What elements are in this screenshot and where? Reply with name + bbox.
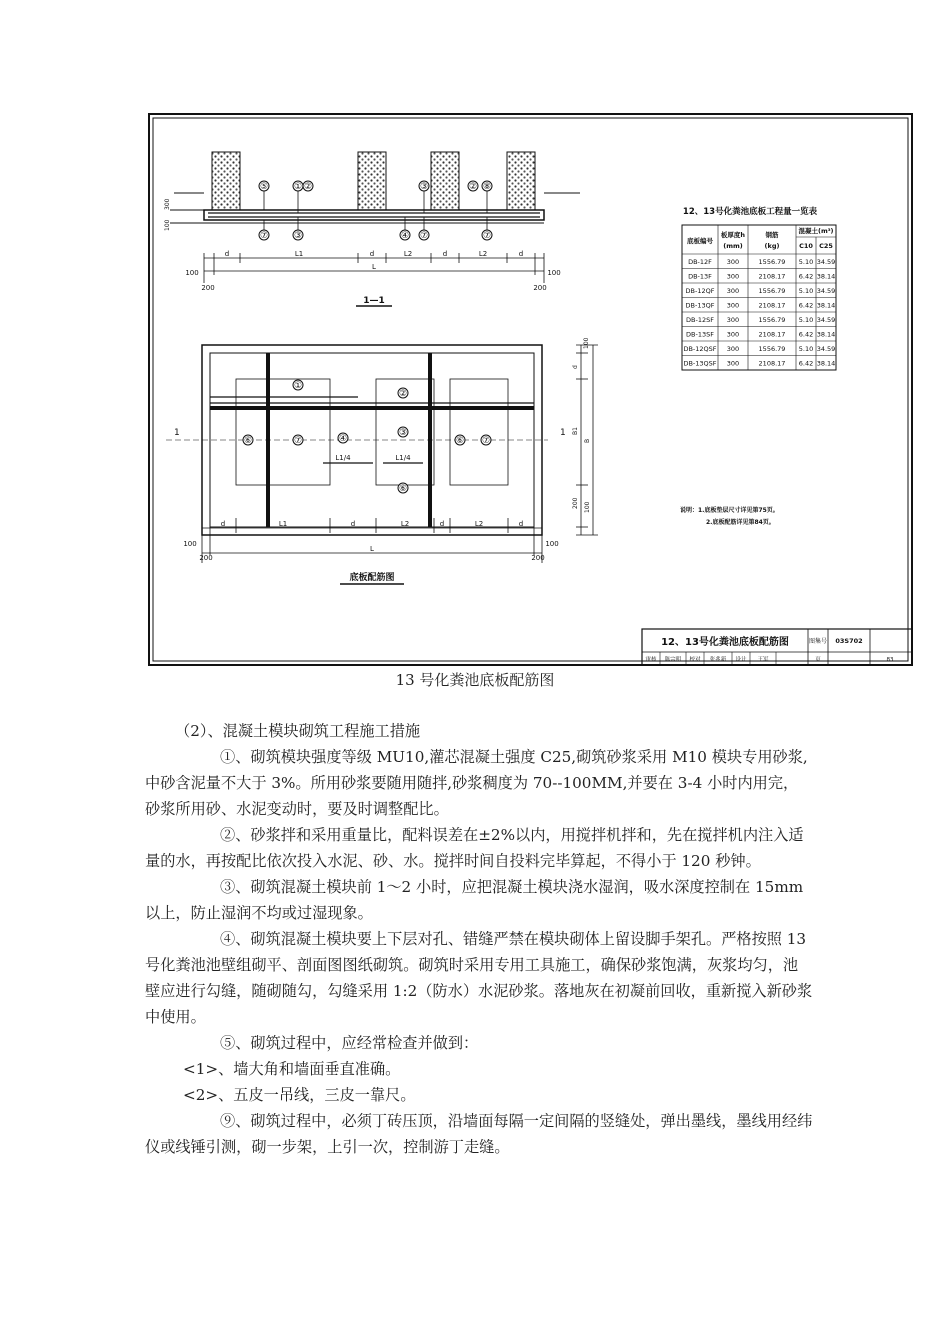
th-thick: 板厚度h bbox=[720, 231, 746, 239]
atlas-label: 图集号 bbox=[808, 638, 828, 645]
plan-dim-d1: d bbox=[220, 520, 226, 528]
plan-mark-6b: ⑥ bbox=[455, 436, 465, 446]
table-cell: 5.10 bbox=[798, 345, 814, 353]
dim-L1-quarter: L1/4 bbox=[335, 454, 351, 462]
dim-100-right: 100 bbox=[547, 269, 561, 277]
table-cell: DB-12QSF bbox=[683, 345, 717, 353]
th-code: 底板编号 bbox=[687, 237, 713, 245]
dim-d2: d bbox=[369, 250, 375, 258]
mark-2b: ② bbox=[468, 182, 478, 192]
table-title: 12、13号化粪池底板工程量一览表 bbox=[682, 207, 818, 217]
mark-1: ① bbox=[293, 182, 303, 192]
table-cell: 38.14 bbox=[816, 272, 836, 281]
table-cell: 5.10 bbox=[798, 258, 814, 266]
section-view bbox=[164, 152, 580, 306]
plan-dim-200-right: 200 bbox=[531, 554, 545, 562]
dim-200-right: 200 bbox=[533, 284, 547, 292]
base-slab bbox=[204, 210, 544, 220]
table-cell: DB-13QSF bbox=[683, 359, 717, 368]
table-cell: 2108.17 bbox=[758, 301, 786, 310]
plan-dim-d3: d bbox=[439, 520, 445, 528]
table-cell: 34.59 bbox=[816, 316, 836, 324]
dim-v-d: d bbox=[572, 365, 579, 369]
table-cell: DB-12SF bbox=[686, 316, 714, 324]
th-thick-unit: (mm) bbox=[723, 242, 743, 250]
plan-dim-L: L bbox=[370, 545, 374, 553]
table-cell: DB-12QF bbox=[685, 287, 715, 295]
plan-dim-100-left: 100 bbox=[183, 540, 197, 548]
th-c10: C10 bbox=[799, 242, 813, 250]
dim-L1-quarter-b: L1/4 bbox=[395, 454, 411, 462]
table-cell: 2108.17 bbox=[758, 359, 786, 368]
mark-2: ② bbox=[303, 182, 313, 192]
dim-L1: L1 bbox=[294, 250, 304, 258]
table-cell: 300 bbox=[726, 359, 740, 368]
plan-dim-d4: d bbox=[518, 520, 524, 528]
dim-L2b: L2 bbox=[478, 250, 488, 258]
table-cell: 2108.17 bbox=[758, 272, 786, 281]
paragraph-5: ⑤、砌筑过程中，应经常检查并做到： bbox=[220, 1034, 479, 1052]
tb-design-name: 王军 bbox=[757, 657, 769, 663]
plan-dim-100-right: 100 bbox=[545, 540, 559, 548]
dim-d1: d bbox=[224, 250, 230, 258]
mark-7c: ⑦ bbox=[482, 231, 492, 241]
table-cell: DB-13SF bbox=[686, 330, 714, 339]
sub-item-2: <2>、五皮一吊线，三皮一靠尺。 bbox=[183, 1086, 416, 1104]
dim-L: L bbox=[372, 263, 376, 271]
paragraph-3: ③、砌筑混凝土模块前 1～2 小时，应把混凝土模块浇水湿润，吸水深度控制在 15mm 以上，防止湿润不均或过湿现象。 bbox=[145, 878, 804, 922]
quantity-table bbox=[682, 206, 836, 370]
dim-L2: L2 bbox=[403, 250, 413, 258]
title-block bbox=[642, 629, 912, 665]
table-cell: 6.42 bbox=[798, 359, 814, 368]
paragraph-9: ⑨、砌筑过程中，必须丁砖压顶，沿墙面每隔一定间隔的竖缝处，弹出墨线，墨线用经纬仪或线锤引测，砌一步架，上引一次，控制游丁走缝。 bbox=[145, 1112, 813, 1156]
dim-v-200: 200 bbox=[572, 497, 579, 509]
plan-mark-3: ③ bbox=[398, 428, 408, 438]
plan-mark-4: ④ bbox=[338, 434, 348, 444]
cut-mark-right: 1 bbox=[560, 428, 566, 438]
sub-item-1: <1>、墙大角和墙面垂直准确。 bbox=[183, 1060, 401, 1078]
mark-8: ⑧ bbox=[482, 182, 492, 192]
table-cell: 34.59 bbox=[816, 287, 836, 295]
table-cell: 38.14 bbox=[816, 330, 836, 339]
table-cell: 300 bbox=[726, 316, 740, 324]
tb-check: 校对 bbox=[689, 657, 701, 663]
paragraph-4: ④、砌筑混凝土模块要上下层对孔、错缝严禁在模块砌体上留设脚手架孔。严格按照 13 号化粪池池壁组砌平、剖面图图纸砌筑。砌筑时采用专用工具施工，确保砂浆饱满，灰浆均匀，池壁应进行勾缝，随砌随勾，勾缝采用 1:2（防水）水泥砂浆。落地灰在初凝前回收，重新搅入新砂浆中使用。 bbox=[145, 930, 813, 1026]
table-cell: 6.42 bbox=[798, 301, 814, 310]
wall-right bbox=[507, 152, 535, 210]
table-cell: DB-12F bbox=[688, 258, 712, 266]
dim-d3: d bbox=[442, 250, 448, 258]
plan-dim-L2b: L2 bbox=[474, 520, 484, 528]
table-cell: 5.10 bbox=[798, 316, 814, 324]
section-heading: （2）、混凝土模块砌筑工程施工措施 bbox=[175, 722, 421, 740]
note-1: 说明：1.底板垫层尺寸详见第75页。 bbox=[680, 507, 779, 514]
table-cell: 6.42 bbox=[798, 330, 814, 339]
dim-d4: d bbox=[518, 250, 524, 258]
wall-left bbox=[212, 152, 240, 210]
wall-mid-right bbox=[431, 152, 459, 210]
paragraph-1: ①、砌筑模块强度等级 MU10,灌芯混凝土强度 C25,砌筑砂浆采用 M10 模块专用砂浆,中砂含泥量不大于 3%。所用砂浆要随用随拌,砂浆稠度为 70--100MM,并要在 3-4 小时内用完，砂浆所用砂、水泥变动时，要及时调整配比。 bbox=[145, 748, 808, 818]
mark-4: ④ bbox=[400, 231, 410, 241]
section-label: 1—1 bbox=[363, 296, 385, 306]
th-c25: C25 bbox=[819, 242, 833, 250]
table-cell: 300 bbox=[726, 301, 740, 310]
plan-mark-2: ② bbox=[398, 389, 408, 399]
table-cell: DB-13QF bbox=[685, 301, 715, 310]
table-cell: DB-13F bbox=[688, 272, 712, 281]
construction-text bbox=[145, 718, 813, 1160]
tb-design: 设计 bbox=[735, 657, 747, 663]
table-cell: 300 bbox=[726, 330, 740, 339]
dim-100-left: 100 bbox=[185, 269, 199, 277]
figure-caption: 13 号化粪池底板配筋图 bbox=[395, 671, 555, 689]
page-no: 83 bbox=[886, 657, 894, 663]
dim-v-B: B bbox=[584, 438, 591, 443]
plan-mark-6a: ⑥ bbox=[243, 436, 253, 446]
table-cell: 5.10 bbox=[798, 287, 814, 295]
dim-v-100: 100 bbox=[583, 337, 590, 349]
page-label: 页 bbox=[815, 657, 821, 663]
mark-7b: ⑦ bbox=[419, 231, 429, 241]
table-cell: 38.14 bbox=[816, 359, 836, 368]
mark-3b: ③ bbox=[293, 231, 303, 241]
table-cell: 1556.79 bbox=[758, 316, 786, 324]
plan-view bbox=[166, 337, 598, 584]
plan-mark-1: ① bbox=[293, 381, 303, 391]
table-cell: 300 bbox=[726, 272, 740, 281]
table-cell: 6.42 bbox=[798, 272, 814, 281]
tb-review-name: 陈宗明 bbox=[664, 657, 682, 663]
th-steel: 钢筋 bbox=[765, 231, 779, 239]
plan-dim-d2: d bbox=[350, 520, 356, 528]
wall-mid-left bbox=[358, 152, 386, 210]
atlas-no: 03S702 bbox=[835, 637, 863, 645]
plan-dim-200-left: 200 bbox=[199, 554, 213, 562]
table-cell: 38.14 bbox=[816, 301, 836, 310]
table-cell: 34.59 bbox=[816, 258, 836, 266]
cut-mark-left: 1 bbox=[174, 428, 180, 438]
table-cell: 1556.79 bbox=[758, 287, 786, 295]
table-cell: 1556.79 bbox=[758, 258, 786, 266]
title-block-title: 12、13号化粪池底板配筋图 bbox=[661, 637, 789, 648]
table-cell: 2108.17 bbox=[758, 330, 786, 339]
plan-mark-7b: ⑦ bbox=[481, 436, 491, 446]
mark-5: ⑤ bbox=[259, 182, 269, 192]
th-concrete: 混凝土(m³) bbox=[798, 227, 834, 235]
plan-mark-6c: ⑥ bbox=[398, 484, 408, 494]
dim-pad-h: 100 bbox=[164, 219, 171, 231]
table-cell: 300 bbox=[726, 287, 740, 295]
th-steel-unit: (kg) bbox=[764, 242, 780, 250]
mark-7: ⑦ bbox=[259, 231, 269, 241]
tb-check-name: 张兆新 bbox=[709, 657, 727, 663]
dim-v-100b: 100 bbox=[584, 501, 591, 513]
table-cell: 34.59 bbox=[816, 345, 836, 353]
paragraph-2: ②、砂浆拌和采用重量比，配料误差在±2%以内，用搅拌机拌和，先在搅拌机内注入适量的水，再按配比依次投入水泥、砂、水。搅拌时间自投料完毕算起，不得小于 120 秒钟。 bbox=[145, 826, 804, 870]
table-cell: 1556.79 bbox=[758, 345, 786, 353]
rebar-drawing bbox=[148, 113, 913, 666]
dim-v-B1: B1 bbox=[572, 427, 579, 435]
dim-slab-h: 300 bbox=[164, 198, 171, 210]
plan-label: 底板配筋图 bbox=[349, 573, 395, 583]
dim-200-left: 200 bbox=[201, 284, 215, 292]
mark-3: ③ bbox=[419, 182, 429, 192]
tb-review: 审核 bbox=[645, 657, 657, 663]
table-cell: 300 bbox=[726, 258, 740, 266]
table-cell: 300 bbox=[726, 345, 740, 353]
plan-mark-7a: ⑦ bbox=[293, 436, 303, 446]
plan-dim-L2: L2 bbox=[400, 520, 410, 528]
note-2: 2.底板配筋详见第84页。 bbox=[706, 519, 775, 526]
plan-dim-L1: L1 bbox=[278, 520, 288, 528]
